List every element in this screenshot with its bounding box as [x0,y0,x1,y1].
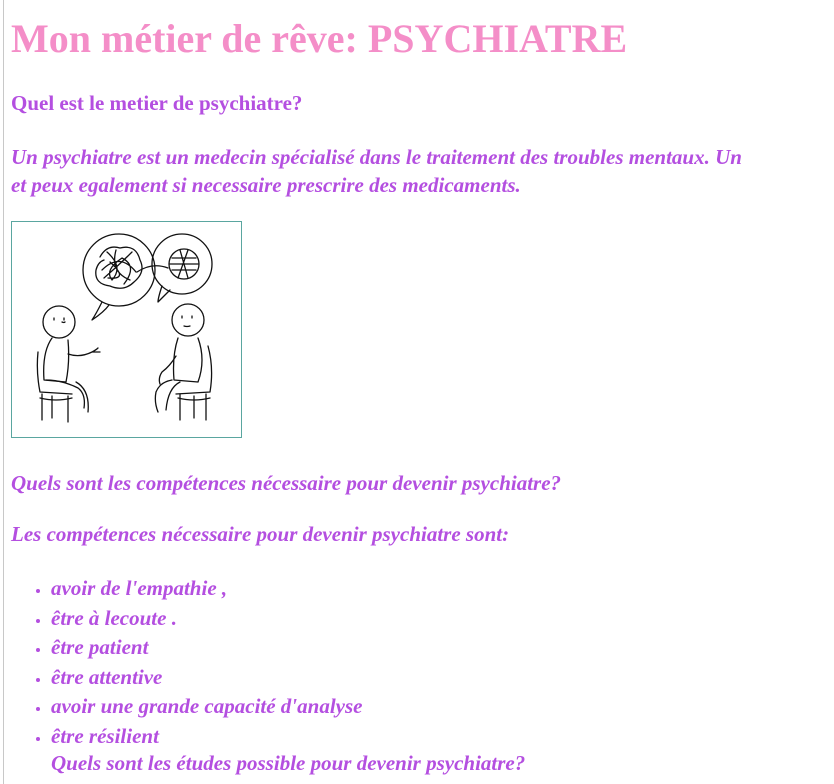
list-item: • être à lecoute . [51,604,362,634]
skills-list [11,574,362,751]
page-title: Mon métier de rêve: PSYCHIATRE [11,16,628,61]
left-edge-rule [3,0,4,784]
list-item: • avoir une grande capacité d'analyse [51,692,362,722]
job-description [11,143,742,199]
question-skills: Quels sont les compétences nécessaire pour devenir psychiatre? [11,471,562,495]
job-description-line: et peux egalement si necessaire prescrire des medicaments. [11,173,521,197]
list-item: • être patient [51,633,362,663]
question-studies: Quels sont les études possible pour devenir psychiatre? [51,751,526,775]
list-item: • avoir de l'empathie , [51,574,362,604]
skills-intro: Les compétences nécessaire pour devenir psychiatre sont: [11,522,510,546]
question-job-description: Quel est le metier de psychiatre? [11,91,303,115]
list-item: • être résilient [51,722,362,752]
list-item: • être attentive [51,663,362,693]
job-description-line: Un psychiatre est un medecin spécialisé dans le traitement des troubles mentaux. Un [11,145,742,169]
therapy-session-illustration [11,221,242,438]
